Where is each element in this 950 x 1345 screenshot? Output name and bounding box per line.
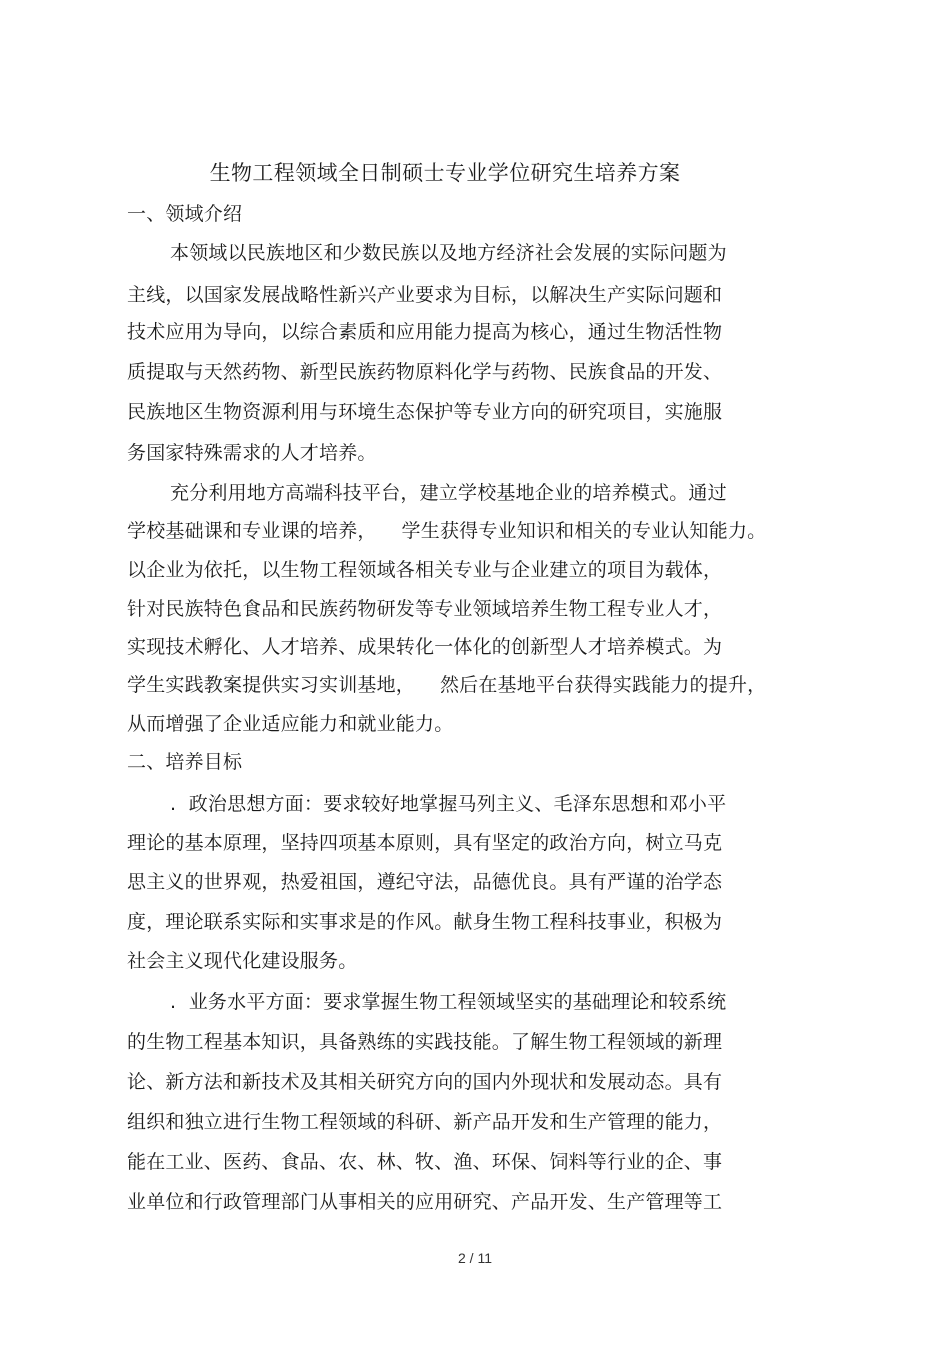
paragraph-line: 业单位和行政管理部门从事相关的应用研究、产品开发、生产管理等工	[127, 1191, 723, 1213]
paragraph-line: 针对民族特色食品和民族药物研发等专业领域培养生物工程专业人才，	[127, 598, 723, 620]
paragraph-line: 民族地区生物资源利用与环境生态保护等专业方向的研究项目，实施服	[127, 401, 723, 423]
paragraph-line: 质提取与天然药物、新型民族药物原料化学与药物、民族食品的开发、	[127, 361, 723, 383]
page-number: 2 / 11	[458, 1250, 492, 1266]
paragraph-line: . 政治思想方面：要求较好地掌握马列主义、毛泽东思想和邓小平	[170, 793, 727, 815]
paragraph-line: 理论的基本原理，坚持四项基本原则，具有坚定的政治方向，树立马克	[127, 832, 723, 854]
paragraph-line: 学校基础课和专业课的培养， 学生获得专业知识和相关的专业认知能力。	[127, 520, 767, 542]
paragraph-line: 学生实践教案提供实习实训基地， 然后在基地平台获得实践能力的提升，	[127, 674, 767, 696]
paragraph-line: 务国家特殊需求的人才培养。	[127, 442, 377, 464]
paragraph-line: 组织和独立进行生物工程领域的科研、新产品开发和生产管理的能力，	[127, 1111, 723, 1133]
section-heading: 二、培养目标	[127, 751, 243, 773]
paragraph-line: 从而增强了企业适应能力和就业能力。	[127, 713, 454, 735]
paragraph-line: 能在工业、医药、食品、农、林、牧、渔、环保、饲料等行业的企、事	[127, 1151, 723, 1173]
paragraph-line: . 业务水平方面：要求掌握生物工程领域坚实的基础理论和较系统	[170, 991, 727, 1013]
paragraph-line: 技术应用为导向，以综合素质和应用能力提高为核心，通过生物活性物	[127, 321, 723, 343]
paragraph-line: 社会主义现代化建设服务。	[127, 950, 358, 972]
paragraph-line: 充分利用地方高端科技平台，建立学校基地企业的培养模式。通过	[170, 482, 727, 504]
document-title: 生物工程领域全日制硕士专业学位研究生培养方案	[209, 161, 681, 185]
section-heading: 一、领域介绍	[127, 203, 243, 225]
paragraph-line: 度，理论联系实际和实事求是的作风。献身生物工程科技事业，积极为	[127, 911, 723, 933]
paragraph-line: 本领域以民族地区和少数民族以及地方经济社会发展的实际问题为	[170, 242, 727, 264]
paragraph-line: 的生物工程基本知识，具备熟练的实践技能。了解生物工程领域的新理	[127, 1031, 723, 1053]
paragraph-line: 实现技术孵化、人才培养、成果转化一体化的创新型人才培养模式。为	[127, 636, 723, 658]
paragraph-line: 主线，以国家发展战略性新兴产业要求为目标，以解决生产实际问题和	[127, 284, 723, 306]
paragraph-line: 思主义的世界观，热爱祖国，遵纪守法，品德优良。具有严谨的治学态	[127, 871, 723, 893]
paragraph-line: 论、新方法和新技术及其相关研究方向的国内外现状和发展动态。具有	[127, 1071, 723, 1093]
paragraph-line: 以企业为依托，以生物工程领域各相关专业与企业建立的项目为载体，	[127, 559, 723, 581]
